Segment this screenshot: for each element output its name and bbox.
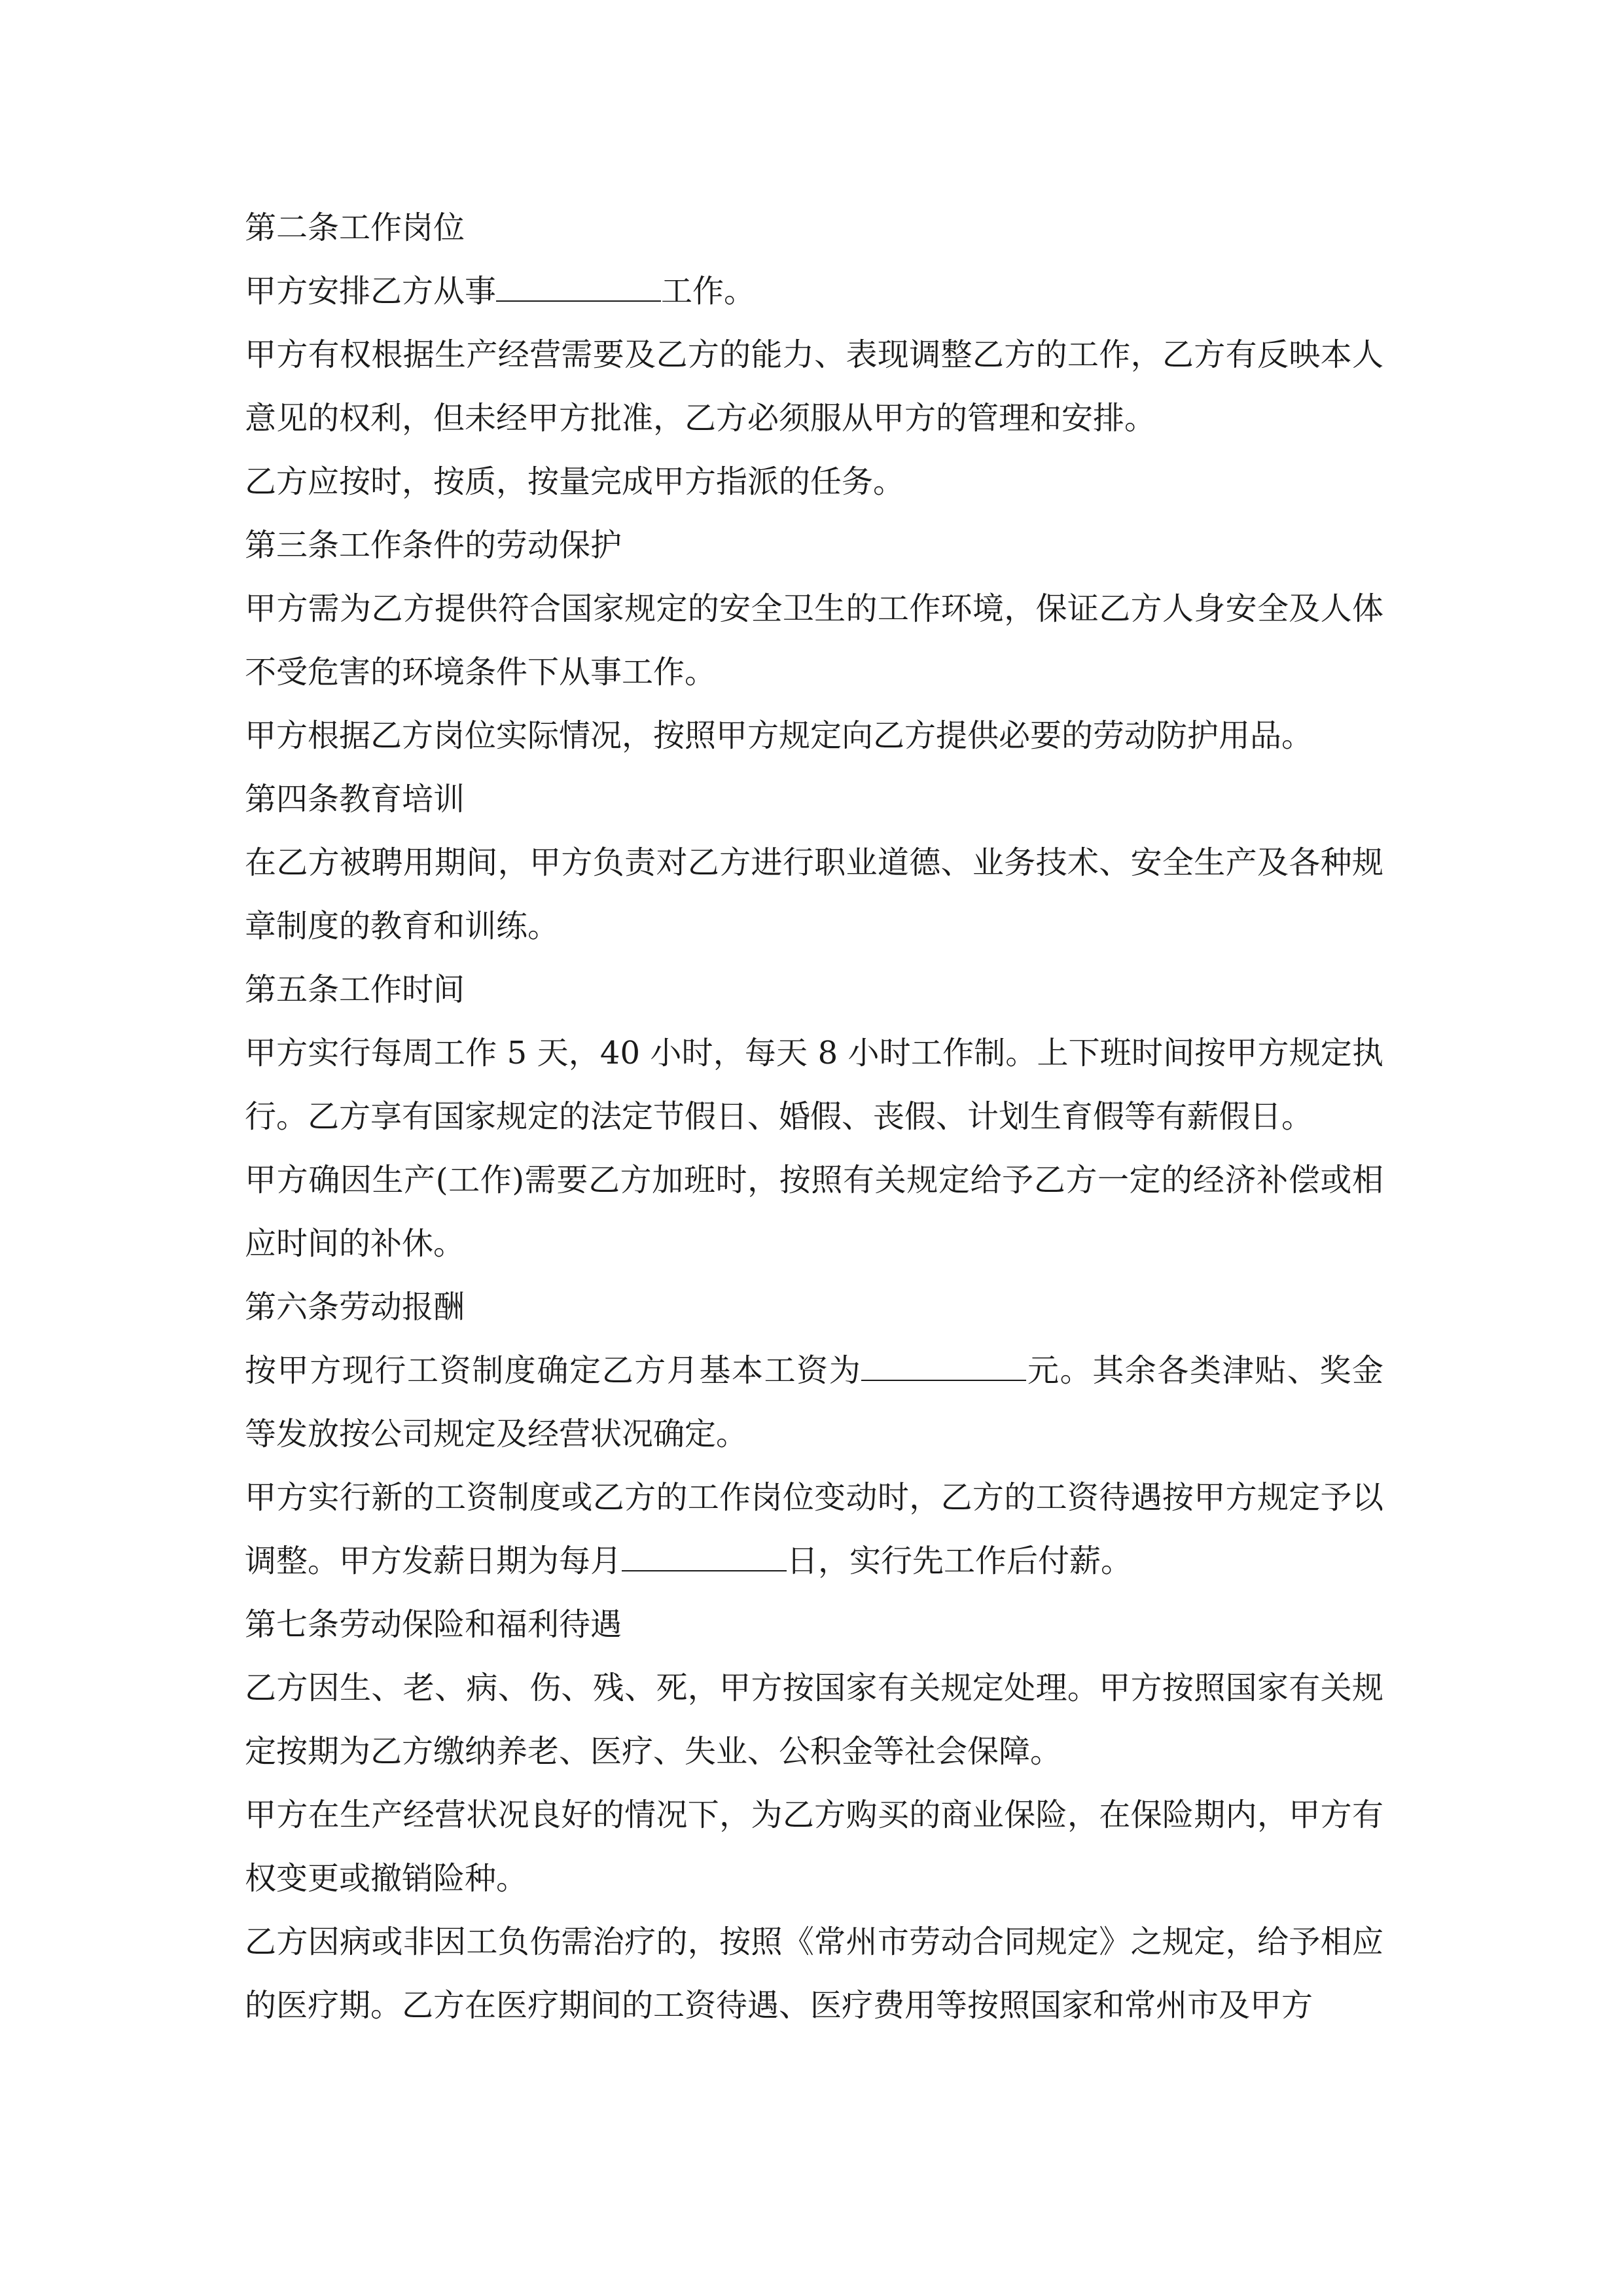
- article-3-heading: 第三条工作条件的劳动保护: [245, 527, 622, 564]
- article-2-heading: 第二条工作岗位: [245, 209, 465, 246]
- paragraph-job-adjustment: 甲方有权根据生产经营需要及乙方的能力、表现调整乙方的工作，乙方有反映本人意见的权利，但未经甲方批准，乙方必须服从甲方的管理和安排。: [245, 336, 1383, 437]
- article-7-heading: 第七条劳动保险和福利待遇: [245, 1606, 622, 1643]
- paragraph-medical-period: 乙方因病或非因工负伤需治疗的，按照《常州市劳动合同规定》之规定，给予相应的医疗期。乙方在医疗期间的工资待遇、医疗费用等按照国家和常州市及甲方: [245, 1924, 1383, 2024]
- paragraph-text-after: 工作。: [661, 273, 756, 310]
- paragraph-job-assignment: [245, 260, 1383, 323]
- fill-in-blank-payday: [622, 1544, 787, 1571]
- paragraph-text-before: 甲方实行新的工资制度或乙方的工作岗位变动时，乙方的工资待遇按甲方规定予以调整。甲方发薪日期为每月: [245, 1479, 1383, 1579]
- paragraph-overtime: 甲方确因生产(工作)需要乙方加班时，按照有关规定给予乙方一定的经济补偿或相应时间的补休。: [245, 1162, 1383, 1262]
- paragraph-training: 在乙方被聘用期间，甲方负责对乙方进行职业道德、业务技术、安全生产及各种规章制度的教育和训练。: [245, 844, 1383, 944]
- paragraph-text-before: 按甲方现行工资制度确定乙方月基本工资为: [245, 1352, 862, 1389]
- paragraph-commercial-insurance: 甲方在生产经营状况良好的情况下，为乙方购买的商业保险，在保险期内，甲方有权变更或撤销险种。: [245, 1797, 1383, 1897]
- fill-in-blank-salary: [861, 1354, 1026, 1381]
- paragraph-text-after: 日，实行先工作后付薪。: [787, 1543, 1133, 1579]
- document-body: [245, 196, 1383, 2037]
- paragraph-pay-day: [245, 1466, 1383, 1593]
- paragraph-text-before: 甲方安排乙方从事: [245, 273, 497, 310]
- paragraph-social-insurance: 乙方因生、老、病、伤、残、死，甲方按国家有关规定处理。甲方按照国家有关规定按期为乙方缴纳养老、医疗、失业、公积金等社会保障。: [245, 1670, 1383, 1770]
- article-6-heading: 第六条劳动报酬: [245, 1289, 465, 1325]
- paragraph-complete-tasks: 乙方应按时，按质，按量完成甲方指派的任务。: [245, 463, 905, 500]
- paragraph-text-after: 元。其余各类津贴、奖金等发放按公司规定及经营状况确定。: [245, 1352, 1383, 1452]
- article-4-heading: 第四条教育培训: [245, 781, 465, 817]
- paragraph-safe-environment: 甲方需为乙方提供符合国家规定的安全卫生的工作环境，保证乙方人身安全及人体不受危害的环境条件下从事工作。: [245, 590, 1383, 691]
- fill-in-blank-job: [496, 274, 661, 302]
- paragraph-working-hours: 甲方实行每周工作 5 天，40 小时，每天 8 小时工作制。上下班时间按甲方规定执行。乙方享有国家规定的法定节假日、婚假、丧假、计划生育假等有薪假日。: [245, 1035, 1383, 1135]
- article-5-heading: 第五条工作时间: [245, 971, 465, 1008]
- paragraph-protective-equipment: 甲方根据乙方岗位实际情况，按照甲方规定向乙方提供必要的劳动防护用品。: [245, 717, 1313, 754]
- paragraph-base-salary: [245, 1339, 1383, 1466]
